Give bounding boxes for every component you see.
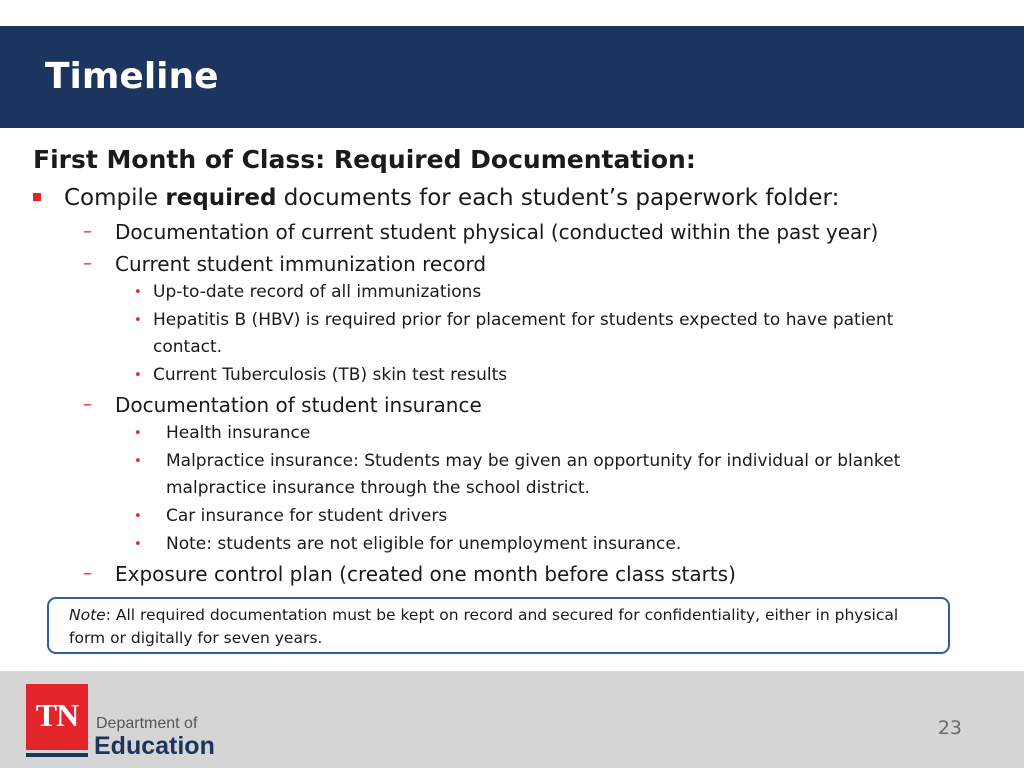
sub-item-text: Note: students are not eligible for unemployment insurance.: [166, 534, 682, 554]
dot-bullet-icon: •: [134, 313, 142, 328]
dot-bullet-icon: •: [134, 368, 142, 383]
square-bullet-icon: [33, 193, 41, 201]
logo-underline: [26, 753, 88, 757]
footer: [0, 671, 1024, 768]
sub-item-text: contact.: [153, 337, 223, 357]
sub-item-text: Car insurance for student drivers: [166, 506, 448, 526]
note-text: Note: All required documentation must be kept on record and secured for confidentiality, either in physical form or digitally for seven years.: [69, 606, 899, 647]
page-number: 23: [937, 717, 962, 739]
logo-education-text: Education: [94, 732, 215, 760]
level1-text: Compile required documents for each student’s paperwork folder:: [64, 185, 840, 211]
note-box: [47, 597, 950, 654]
dot-bullet-icon: •: [134, 509, 142, 524]
dot-bullet-icon: •: [134, 285, 142, 300]
dot-bullet-icon: •: [134, 426, 142, 441]
dash-bullet-icon: –: [83, 221, 92, 242]
tn-department-of-education-logo: [26, 684, 216, 758]
list-item-text: Current student immunization record: [115, 252, 487, 276]
sub-item-text: Up-to-date record of all immunizations: [153, 282, 482, 302]
dash-bullet-icon: –: [83, 253, 92, 274]
dot-bullet-icon: •: [134, 537, 142, 552]
dot-bullet-icon: •: [134, 454, 142, 469]
note-label: Note: [69, 606, 106, 624]
emphasis-required: required: [165, 185, 277, 211]
logo-department-text: Department of: [96, 715, 198, 732]
list-item-text: Documentation of student insurance: [115, 393, 482, 417]
tn-logo-mark: TN: [26, 684, 88, 750]
section-heading: First Month of Class: Required Documentation:: [33, 145, 696, 174]
sub-item-text: Health insurance: [166, 423, 311, 443]
sub-item-text: Current Tuberculosis (TB) skin test results: [153, 365, 508, 385]
list-item-text: Documentation of current student physical (conducted within the past year): [115, 220, 879, 244]
list-item-text: Exposure control plan (created one month before class starts): [115, 562, 736, 586]
sub-item-text: Hepatitis B (HBV) is required prior for placement for students expected to have patient: [153, 310, 894, 330]
dash-bullet-icon: –: [83, 563, 92, 584]
slide-title: Timeline: [45, 56, 219, 97]
sub-item-text: Malpractice insurance: Students may be given an opportunity for individual or blanket: [166, 451, 901, 471]
title-band: [0, 26, 1024, 128]
dash-bullet-icon: –: [83, 394, 92, 415]
sub-item-text: malpractice insurance through the school district.: [166, 478, 590, 498]
